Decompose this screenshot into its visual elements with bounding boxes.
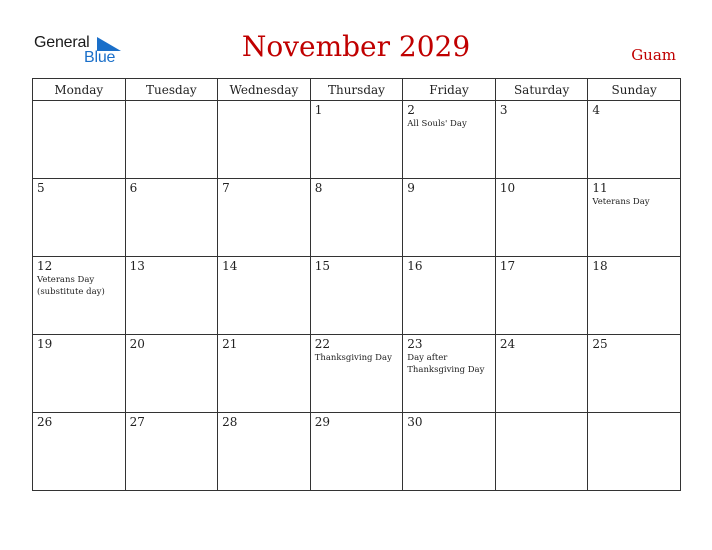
day-number: 4 — [592, 103, 601, 117]
day-number: 19 — [37, 337, 53, 351]
day-cell — [495, 413, 588, 491]
weekday-header-saturday: Saturday — [495, 79, 588, 101]
day-number: 1 — [314, 103, 323, 117]
day-number: 3 — [499, 103, 508, 117]
day-cell — [495, 179, 588, 257]
day-number — [126, 101, 218, 103]
day-cell — [495, 101, 588, 179]
day-cell — [33, 257, 126, 335]
logo-word-general: General — [34, 34, 90, 51]
day-number: 7 — [222, 181, 230, 195]
day-cell — [125, 101, 218, 179]
day-cell — [310, 335, 403, 413]
holiday-label: Day after Thanksgiving Day — [407, 353, 485, 375]
region-label: Guam — [631, 46, 676, 64]
day-number: 16 — [407, 259, 423, 273]
day-number: 30 — [407, 415, 423, 429]
holiday-label: All Souls' Day — [407, 119, 467, 129]
week-row — [33, 179, 681, 257]
day-number: 29 — [314, 415, 330, 429]
day-cell — [33, 335, 126, 413]
day-number: 27 — [129, 415, 145, 429]
week-row — [33, 257, 681, 335]
day-cell — [218, 413, 311, 491]
day-number: 20 — [129, 337, 145, 351]
day-number: 22 — [314, 337, 330, 351]
day-cell — [125, 413, 218, 491]
day-number: 6 — [129, 181, 138, 195]
day-cell — [218, 179, 311, 257]
holiday-label: Veterans Day — [592, 197, 650, 207]
day-number: 21 — [222, 337, 238, 351]
day-number: 8 — [314, 181, 323, 195]
day-number: 15 — [314, 259, 330, 273]
day-cell — [125, 257, 218, 335]
weekday-header-thursday: Thursday — [310, 79, 403, 101]
holiday-label: Thanksgiving Day — [314, 353, 392, 363]
calendar-body — [33, 101, 681, 491]
day-number: 23 — [407, 337, 423, 351]
day-number: 9 — [407, 181, 415, 195]
day-cell — [588, 179, 681, 257]
week-row — [33, 413, 681, 491]
weekday-header-row — [33, 79, 681, 101]
day-cell — [310, 179, 403, 257]
day-cell — [33, 413, 126, 491]
day-number: 5 — [37, 181, 45, 195]
day-cell — [495, 335, 588, 413]
day-number — [33, 101, 125, 103]
day-number — [496, 413, 588, 415]
day-number: 10 — [499, 181, 516, 195]
day-cell — [125, 335, 218, 413]
page-title: November 2029 — [241, 30, 471, 63]
day-cell — [403, 257, 496, 335]
day-number: 17 — [499, 259, 516, 273]
weekday-header-monday: Monday — [33, 79, 126, 101]
day-cell — [403, 101, 496, 179]
day-cell — [403, 335, 496, 413]
day-cell — [125, 179, 218, 257]
day-cell — [403, 179, 496, 257]
day-cell — [310, 413, 403, 491]
day-cell — [495, 257, 588, 335]
day-cell — [588, 257, 681, 335]
day-cell — [218, 101, 311, 179]
day-cell — [588, 335, 681, 413]
day-number — [218, 101, 310, 103]
day-number: 24 — [499, 337, 516, 351]
day-cell — [33, 101, 126, 179]
day-number: 13 — [129, 259, 145, 273]
day-cell — [588, 413, 681, 491]
day-cell — [310, 101, 403, 179]
day-number: 18 — [592, 259, 608, 273]
day-cell — [33, 179, 126, 257]
day-number: 28 — [222, 415, 238, 429]
week-row — [33, 335, 681, 413]
day-number: 12 — [37, 259, 53, 273]
holiday-label: Veterans Day (substitute day) — [37, 275, 105, 297]
weekday-header-tuesday: Tuesday — [125, 79, 218, 101]
weekday-header-wednesday: Wednesday — [218, 79, 311, 101]
week-row — [33, 101, 681, 179]
calendar-grid — [32, 78, 681, 491]
day-number: 26 — [37, 415, 53, 429]
weekday-header-friday: Friday — [403, 79, 496, 101]
day-cell — [218, 335, 311, 413]
day-cell — [403, 413, 496, 491]
day-number: 2 — [407, 103, 415, 117]
logo-word-blue: Blue — [84, 49, 116, 66]
day-number — [588, 413, 680, 415]
weekday-header-sunday: Sunday — [588, 79, 681, 101]
day-cell — [218, 257, 311, 335]
day-cell — [310, 257, 403, 335]
day-number: 14 — [222, 259, 238, 273]
day-number: 25 — [592, 337, 608, 351]
day-number: 11 — [592, 181, 608, 195]
day-cell — [588, 101, 681, 179]
